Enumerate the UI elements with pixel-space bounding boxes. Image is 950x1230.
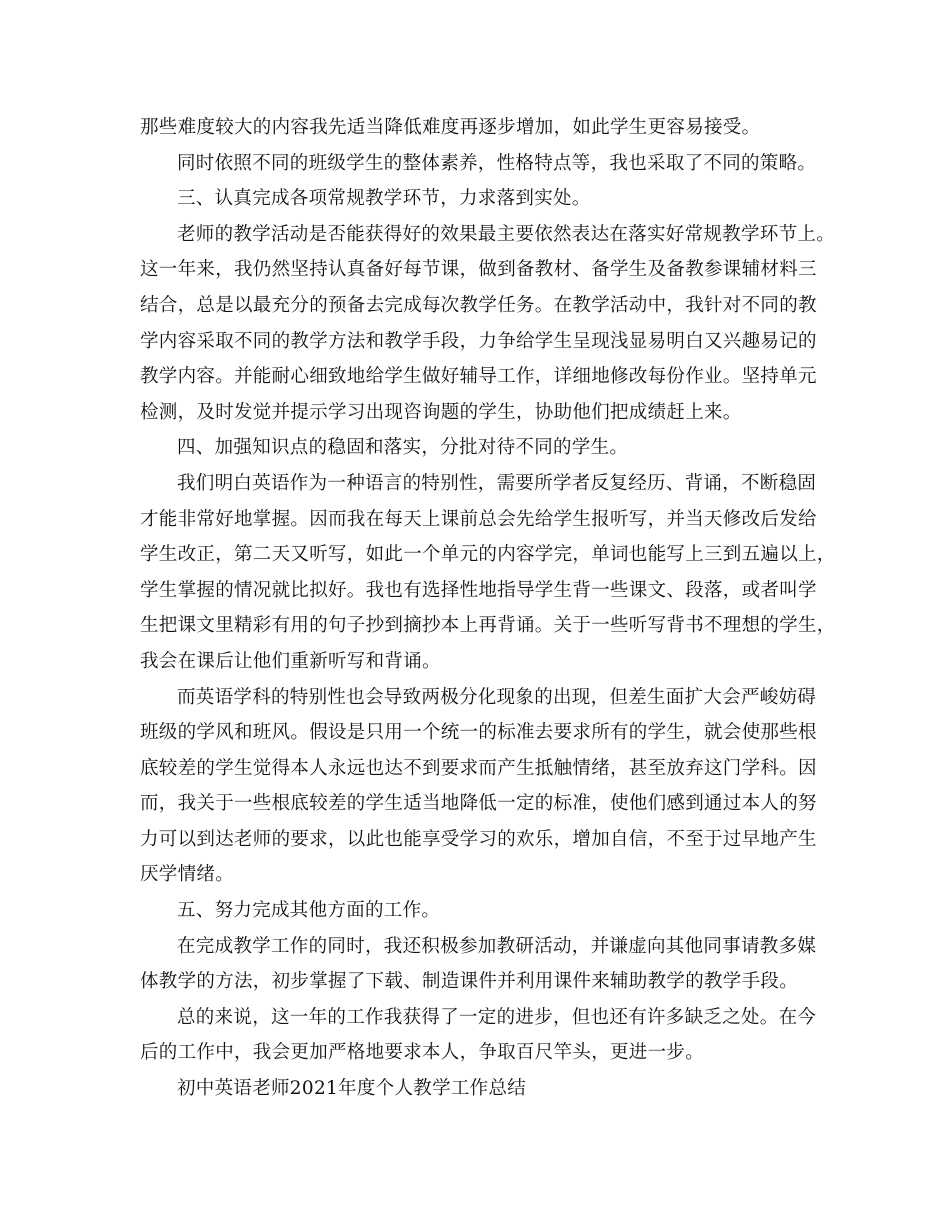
text-line: 后的工作中，我会更加严格地要求本人，争取百尺竿头，更进一步。 <box>140 1042 705 1064</box>
text-line: 力可以到达老师的要求，以此也能享受学习的欢乐，增加自信，不至于过早地产生 <box>140 828 817 850</box>
text-line: 我会在课后让他们重新听写和背诵。 <box>140 650 441 672</box>
text-line: 班级的学风和班风。假设是只用一个统一的标准去要求所有的学生，就会使那些根 <box>140 722 817 744</box>
text-line: 教学内容。并能耐心细致地给学生做好辅导工作，详细地修改每份作业。坚持单元 <box>140 366 817 388</box>
paragraph-start-line: 同时依照不同的班级学生的整体素养，性格特点等，我也采取了不同的策略。 <box>177 152 817 174</box>
text-line: 学生改正，第二天又听写，如此一个单元的内容学完，单词也能写上三到五遍以上， <box>140 544 836 566</box>
text-line: 学内容采取不同的教学方法和教学手段，力争给学生呈现浅显易明白又兴趣易记的 <box>140 330 817 352</box>
text-line: 而，我关于一些根底较差的学生适当地降低一定的标准，使他们感到通过本人的努 <box>140 793 817 815</box>
text-line: 这一年来，我仍然坚持认真备好每节课，做到备教材、备学生及备教参课辅材料三 <box>140 259 817 281</box>
text-line: 体教学的方法，初步掌握了下载、制造课件并利用课件来辅助教学的教学手段。 <box>140 971 799 993</box>
paragraph-start-line: 我们明白英语作为一种语言的特别性，需要所学者反复经历、背诵，不断稳固 <box>177 472 817 494</box>
paragraph-start-line: 而英语学科的特别性也会导致两极分化现象的出现，但差生面扩大会严峻妨碍 <box>177 686 817 708</box>
section-heading: 三、认真完成各项常规教学环节，力求落到实处。 <box>177 188 591 210</box>
text-line: 生把课文里精彩有用的句子抄到摘抄本上再背诵。关于一些听写背书不理想的学生， <box>140 615 836 637</box>
document-body <box>140 110 836 1107</box>
section-heading: 四、加强知识点的稳固和落实，分批对待不同的学生。 <box>177 437 629 459</box>
section-heading: 五、努力完成其他方面的工作。 <box>177 900 441 922</box>
text-line: 学生掌握的情况就比拟好。我也有选择性地指导学生背一些课文、段落，或者叫学 <box>140 579 817 601</box>
paragraph-start-line: 在完成教学工作的同时，我还积极参加教研活动，并谦虚向其他同事请教多媒 <box>177 935 817 957</box>
text-line: 那些难度较大的内容我先适当降低难度再逐步增加，如此学生更容易接受。 <box>140 117 761 138</box>
document-title-line: 初中英语老师2021年度个人教学工作总结 <box>177 1078 527 1100</box>
text-line: 结合，总是以最充分的预备去完成每次教学任务。在教学活动中，我针对不同的教 <box>140 294 817 316</box>
paragraph-start-line: 老师的教学活动是否能获得好的效果最主要依然表达在落实好常规教学环节上。 <box>177 223 836 245</box>
text-line: 检测，及时发觉并提示学习出现咨询题的学生，协助他们把成绩赶上来。 <box>140 401 742 423</box>
text-line: 底较差的学生觉得本人永远也达不到要求而产生抵触情绪，甚至放弃这门学科。因 <box>140 757 817 779</box>
text-line: 厌学情绪。 <box>140 864 235 886</box>
text-line: 才能非常好地掌握。因而我在每天上课前总会先给学生报听写，并当天修改后发给 <box>140 508 817 530</box>
paragraph-start-line: 总的来说，这一年的工作我获得了一定的进步，但也还有许多缺乏之处。在今 <box>177 1006 817 1028</box>
